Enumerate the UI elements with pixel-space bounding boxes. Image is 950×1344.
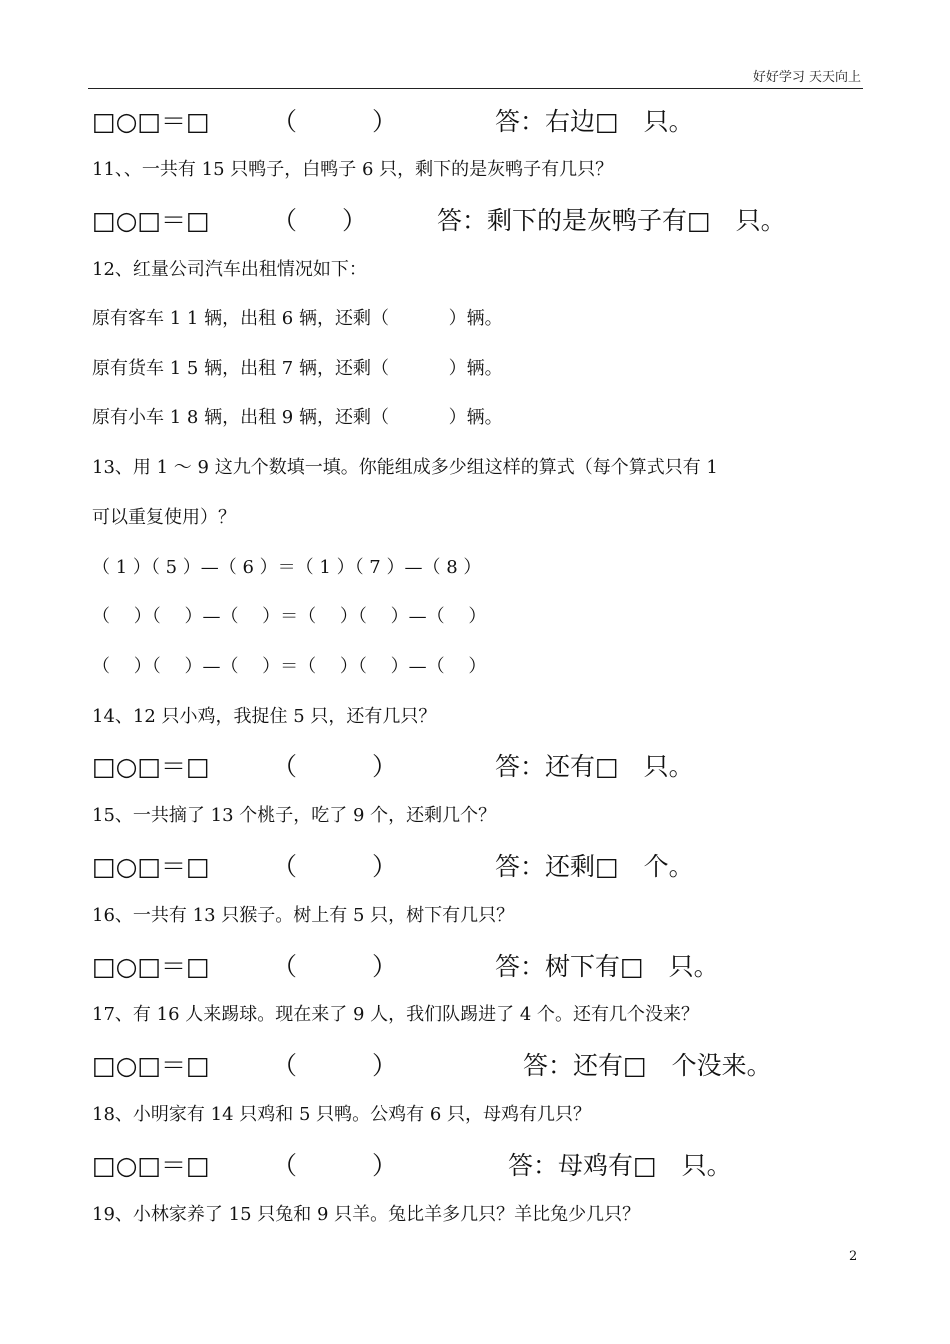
- paren-left: （: [272, 1051, 298, 1080]
- paren-left: （: [272, 952, 298, 981]
- formula-boxes: □○□＝□: [92, 107, 210, 136]
- equation-blank-2: （ ）（ ）—（ ）＝（ ）（ ）—（ ）: [92, 656, 487, 677]
- question-15: 15、一共摘了 13 个桃子，吃了 9 个，还剩几个？: [92, 805, 497, 826]
- paren-left: （: [272, 107, 298, 136]
- question-11: 11、、一共有 15 只鸭子，白鸭子 6 只，剩下的是灰鸭子有几只？: [92, 159, 614, 180]
- answer-text: 答：右边□ 只。: [495, 107, 694, 136]
- paren-right: ）: [342, 206, 368, 235]
- formula-boxes: □○□＝□: [92, 206, 210, 235]
- question-12-b: 原有货车 1 5 辆，出租 7 辆，还剩（ ）辆。: [92, 358, 503, 379]
- paren-right: ）: [372, 752, 398, 781]
- formula-boxes: □○□＝□: [92, 952, 210, 981]
- answer-text: 答：还有□ 只。: [495, 752, 694, 781]
- paren-right: ）: [372, 1051, 398, 1080]
- answer-text: 答：剩下的是灰鸭子有□ 只。: [437, 206, 786, 235]
- paren-left: （: [272, 852, 298, 881]
- paren-right: ）: [372, 107, 398, 136]
- formula-boxes: □○□＝□: [92, 1051, 210, 1080]
- question-13: 13、用 1 ～ 9 这九个数填一填。你能组成多少组这样的算式（每个算式只有 1: [92, 457, 718, 478]
- question-12-a: 原有客车 1 1 辆，出租 6 辆，还剩（ ）辆。: [92, 308, 503, 329]
- paren-left: （: [272, 752, 298, 781]
- paren-right: ）: [372, 952, 398, 981]
- question-13-cont: 可以重复使用）？: [92, 507, 236, 528]
- answer-text: 答：树下有□ 只。: [495, 952, 719, 981]
- question-16: 16、一共有 13 只猴子。树上有 5 只，树下有几只？: [92, 905, 515, 926]
- formula-boxes: □○□＝□: [92, 852, 210, 881]
- formula-boxes: □○□＝□: [92, 1151, 210, 1180]
- page-number: 2: [849, 1249, 858, 1264]
- paren-right: ）: [372, 1151, 398, 1180]
- equation-example: （ 1 ）（ 5 ）—（ 6 ）＝（ 1 ）（ 7 ）—（ 8 ）: [92, 557, 482, 578]
- answer-text: 答：还剩□ 个。: [495, 852, 694, 881]
- question-12: 12、红量公司汽车出租情况如下：: [92, 259, 367, 280]
- paren-right: ）: [372, 852, 398, 881]
- paren-left: （: [272, 206, 298, 235]
- formula-boxes: □○□＝□: [92, 752, 210, 781]
- answer-text: 答：母鸡有□ 只。: [508, 1151, 732, 1180]
- question-18: 18、小明家有 14 只鸡和 5 只鸭。公鸡有 6 只，母鸡有几只？: [92, 1104, 592, 1125]
- question-12-c: 原有小车 1 8 辆，出租 9 辆，还剩（ ）辆。: [92, 407, 503, 428]
- equation-blank-1: （ ）（ ）—（ ）＝（ ）（ ）—（ ）: [92, 606, 487, 627]
- answer-text: 答：还有□ 个没来。: [523, 1051, 772, 1080]
- question-14: 14、12 只小鸡，我捉住 5 只，还有几只？: [92, 706, 437, 727]
- question-17: 17、有 16 人来踢球。现在来了 9 人，我们队踢进了 4 个。还有几个没来？: [92, 1004, 700, 1025]
- question-19: 19、小林家养了 15 只兔和 9 只羊。兔比羊多几只？羊比兔少几只？: [92, 1204, 641, 1225]
- page-header: [88, 62, 863, 89]
- paren-left: （: [272, 1151, 298, 1180]
- header-motto: 好好学习 天天向上: [752, 70, 861, 85]
